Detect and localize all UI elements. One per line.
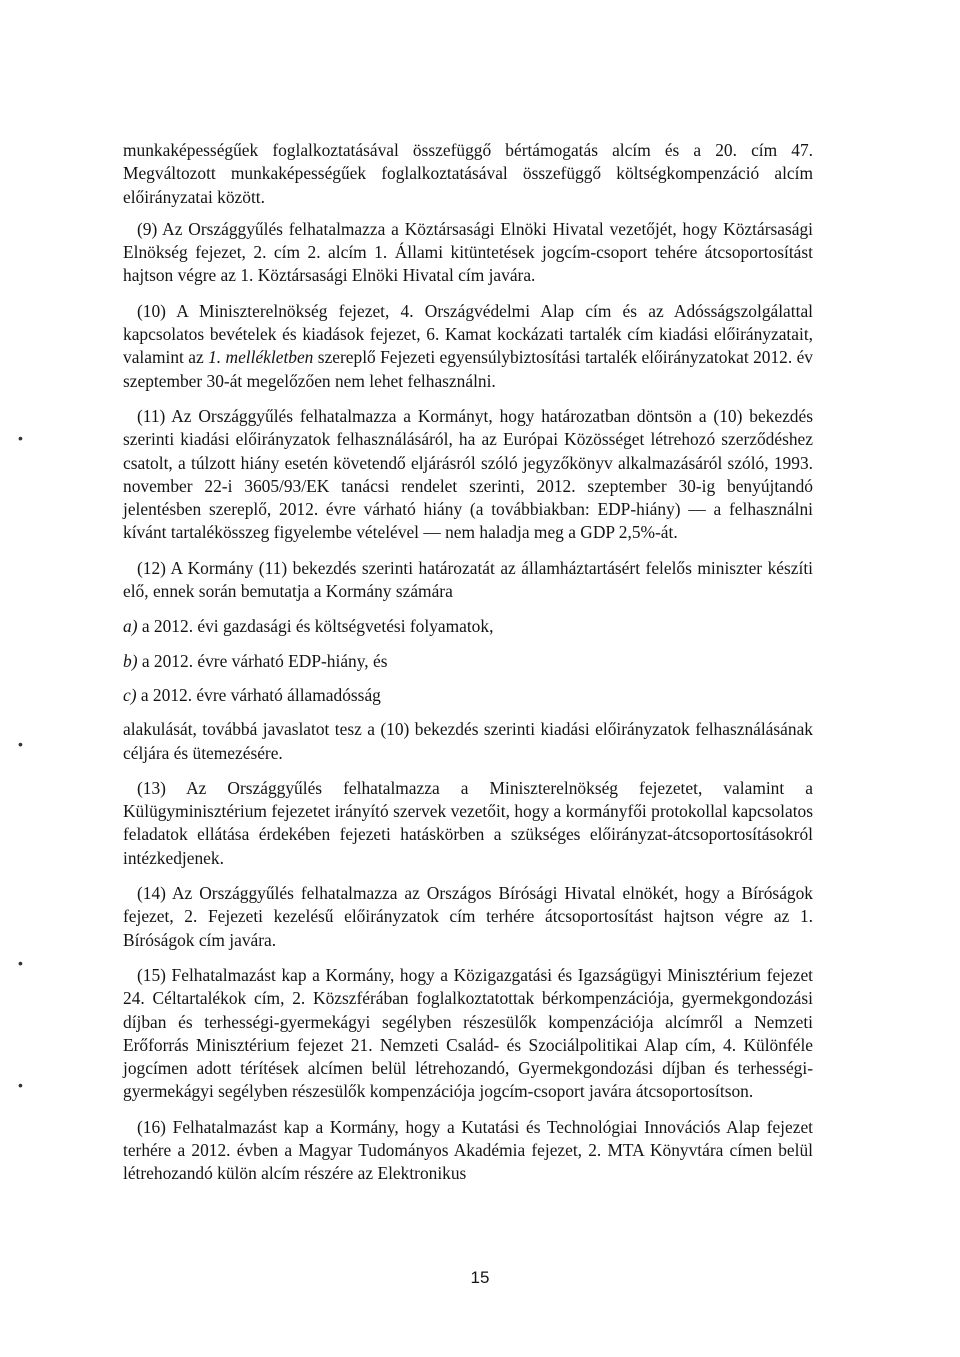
page-number: 15 [470,1268,490,1287]
paragraph-9: (9) Az Országgyűlés felhatalmazza a Köztársasági Elnöki Hivatal vezetőjét, hogy Köztársasági Elnökség fejezet, 2. cím 2. alcím 1. Állami kitüntetések jogcím-csoport tehére átcsoportosítást hajtson végre az 1. Köztársasági Elnöki Hivatal cím javára. [123,218,813,286]
paragraph-10-text-a: (10) A Miniszterelnökség fejezet, 4. Országvédelmi Alap cím és az Adósságszolgálattal kapcsolatos bevételek és kiadások fejezet, 6. Kamat kockázati tartalék cím kiadási előirányzatait, valamint az [123,300,813,368]
list-item-c [123,684,813,707]
list-item-a-label: a) [123,616,138,637]
list-item-b [123,650,813,673]
list-item-a-text: a 2012. évi gazdasági és költségvetési folyamatok, [137,616,494,637]
paragraph-continuation: munkaképességűek foglalkoztatásával összefüggő bértámogatás alcím és a 20. cím 47. Megváltozott munkaképességűek foglalkoztatásával összefüggő költségkompenzáció alcím előirányzatai között. [123,140,813,207]
paragraph-15: (15) Felhatalmazást kap a Kormány, hogy a Közigazgatási és Igazságügyi Minisztérium fejezet 24. Céltartalékok cím, 2. Közszférában foglalkoztatottak bérkompenzációja, gyermekgondozási díjban és terhességi-gyermekágyi segélyben részesülők kompenzációja alcímről a Nemzeti Erőforrás Minisztérium fejezet 21. Nemzeti Család- és Szociálpolitikai Alap cím, 4. Különféle jogcímen adott térítések alcímen belül létrehozandó, Gyermekgondozási díjban és terhességi-gyermekágyi segélyben részesülők kompenzációja jogcím-csoport javára átcsoportosítson. [123,964,813,1102]
paragraph-14: (14) Az Országgyűlés felhatalmazza az Országos Bírósági Hivatal elnökét, hogy a Bíróságok fejezet, 2. Fejezeti kezelésű előirányzatok cím terhére átcsoportosítást hajtson végre az 1. Bíróságok cím javára. [123,883,813,950]
margin-mark: • [18,430,23,446]
list-item-b-text: a 2012. évre várható EDP-hiány, és [137,650,388,671]
list-item-a [123,615,813,638]
margin-mark: • [18,1077,23,1093]
list-item-b-label: b) [123,650,138,671]
paragraph-12: (12) A Kormány (11) bekezdés szerinti határozatát az államháztartásért felelős miniszter készíti elő, ennek során bemutatja a Kormány számára [123,557,813,602]
paragraph-10-annex-ref: 1. mellékletben [208,347,314,368]
paragraph-11: (11) Az Országgyűlés felhatalmazza a Kormányt, hogy határozatban döntsön a (10) bekezdés szerinti kiadási előirányzatok felhasználásáról, ha az Európai Közösséget létrehozó szerződéshez csatolt, a túlzott hiány esetén követendő eljárásról szóló jegyzőkönyv alkalmazásáról szóló, 1993. november 22-i 3605/93/EK tanácsi rendelet szerinti, 2012. szeptember 30-ig benyújtandó jelentésben szereplő, 2012. évre várható hiány (a továbbiakban: EDP-hiány) — a felhasználni kívánt tartalékösszeg figyelembe vételével — nem haladja meg a GDP 2,5%-át. [123,405,813,543]
paragraph-10-text-b: szereplő Fejezeti egyensúlybiztosítási tartalék előirányzatokat 2012. év szeptember 30-át megelőzően nem lehet felhasználni. [123,347,814,391]
paragraph-16: (16) Felhatalmazást kap a Kormány, hogy a Kutatási és Technológiai Innovációs Alap fejezet terhére a 2012. évben a Magyar Tudományos Akadémia fejezet, 2. MTA Könyvtára címen belül létrehozandó külön alcím részére az Elektronikus [123,1116,813,1184]
paragraph-10 [123,300,813,393]
document-body [123,139,813,1198]
paragraph-13: (13) Az Országgyűlés felhatalmazza a Miniszterelnökség fejezetet, valamint a Külügyminisztérium fejezetet irányító szervek vezetőit, hogy a kormányfői protokollal kapcsolatos feladatok ellátása érdekében fejezeti hatáskörben a szükséges előirányzat-átcsoportosításokról intézkedjenek. [123,777,813,868]
list-item-c-label: c) [123,684,137,705]
paragraph-12-continuation: alakulását, továbbá javaslatot tesz a (10) bekezdés szerinti kiadási előirányzatok felhasználásának céljára és ütemezésére. [123,719,813,763]
list-item-c-text: a 2012. évre várható államadósság [136,684,381,705]
margin-mark: • [18,955,23,971]
margin-mark: • [18,736,23,752]
